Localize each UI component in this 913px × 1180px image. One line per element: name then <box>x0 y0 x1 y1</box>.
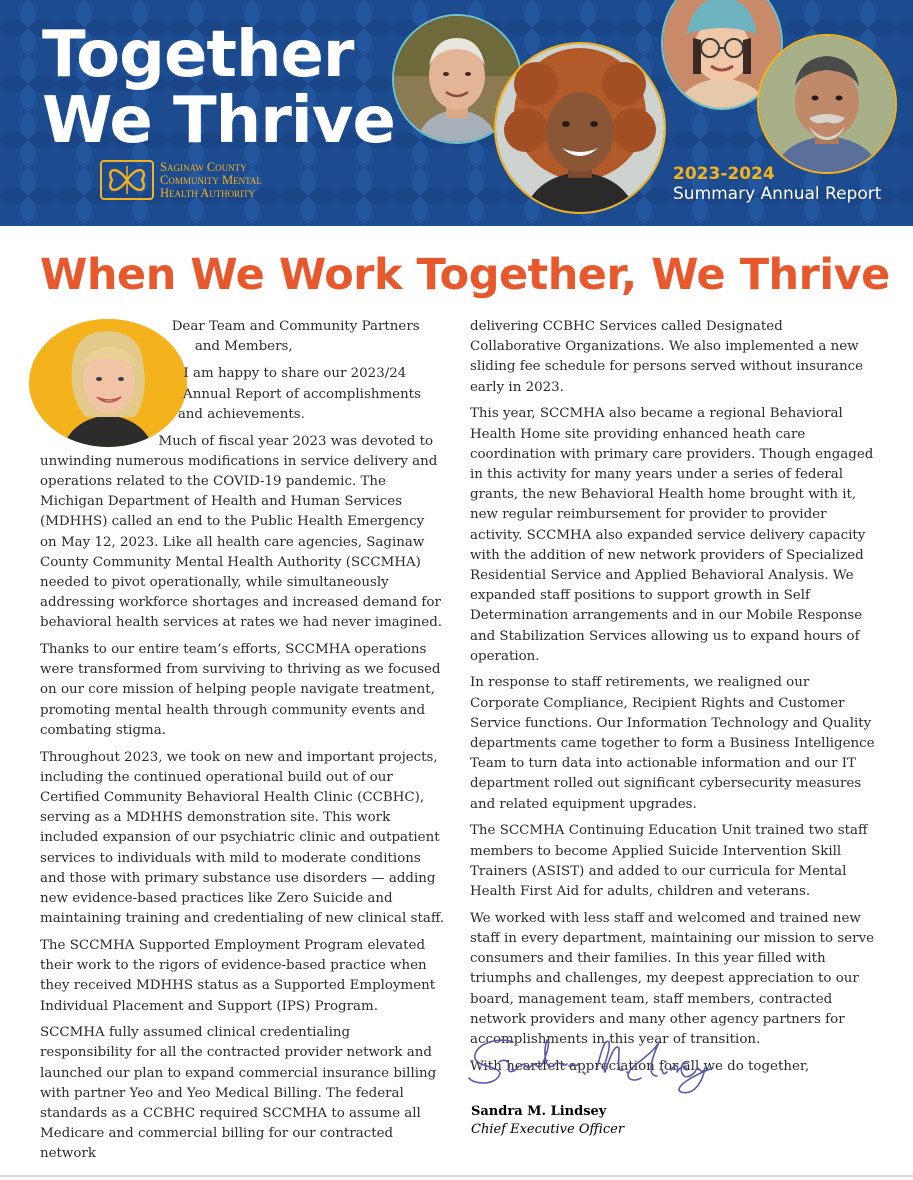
logo-text-line1: Saginaw County <box>160 159 247 174</box>
signer-name: Sandra M. Lindsey <box>471 1104 607 1119</box>
signer-title: Chief Executive Officer <box>471 1122 625 1137</box>
letter-paragraph: The SCCMHA Continuing Education Unit trained two staff members to become Applied Suicide Intervention Skill Trainers (ASIST) and added to our curricula for Mental Health First Aid for adults, children and veterans. <box>470 823 868 899</box>
ceo-photo-wrap-spacer <box>28 319 188 447</box>
letter-paragraph: Much of fiscal year 2023 was devoted to unwinding numerous modifications in service delivery and operations related to the COVID-19 pandemic. The Michigan Department of Health and Human Services (MDHHS) called an end to the Public Health Emergency on May 12, 2023. Like all health care agencies, Saginaw County Community Mental Health Authority (SCCMHA) needed to pivot operationally, while simultaneously addressing workforce shortages and increased demand for behavioral health services at rates we had never imagined. <box>40 433 443 631</box>
letter-paragraph: In response to staff retirements, we realigned our Corporate Compliance, Recipient Rights and Customer Service functions. Our Information Technology and Quality departments came together to form a Business Intelligence Team to turn data into actionable information and our IT department rolled out significant cybersecurity measures and related equipment upgrades. <box>470 675 875 812</box>
banner-title-line2: We Thrive <box>42 84 395 158</box>
portrait-curly-hair-woman <box>494 42 666 214</box>
letter-paragraph: The SCCMHA Supported Employment Program elevated their work to the rigors of evidence-based practice when they received MDHHS status as a Supported Employment Individual Placement and Support (IPS) Program. <box>40 937 436 1014</box>
salutation-line2: and Members, <box>194 339 293 355</box>
letter-paragraph: This year, SCCMHA also became a regional Behavioral Health Home site providing enhanced heath care coordination with primary care providers. Though engaged in this activity for many years under a series of federal grants, the new Behavioral Health home brought with it, new regular reimbursement for provider to provider activity. SCCMHA also expanded service delivery capacity with the addition of new network providers of Specialized Residential Service and Applied Behavioral Analysis. We expanded staff positions to support growth in Self Determination arrangements and in our Mobile Response and Stabilization Services allowing us to expand hours of operation. <box>470 406 874 664</box>
letter-paragraph: We worked with less staff and welcomed and trained new staff in every department, maintaining our mission to serve consumers and their families. In this year filled with triumphs and challenges, my deepest appreciation to our board, management team, staff members, contracted network providers and many other agency partners for accomplishments in this year of transition. <box>470 910 875 1047</box>
portrait-mustache-man <box>757 34 897 174</box>
letter-paragraph: Throughout 2023, we took on new and important projects, including the continued operational build out of our Certified Community Behavioral Health Clinic (CCBHC), serving as a MDHHS demonstration site. This work included expansion of our psychiatric clinic and outpatient services to individuals with mild to moderate conditions and those with primary substance use disorders — adding new evidence-based practices like Zero Suicide and maintaining training and credentialing of new clinical staff. <box>40 749 445 927</box>
page-headline: When We Work Together, We Thrive <box>40 250 890 300</box>
signature-block <box>465 1032 735 1137</box>
banner-title <box>42 18 395 158</box>
letter-column-left <box>40 317 445 1171</box>
logo-text <box>160 161 262 200</box>
sccmha-logo <box>100 160 262 200</box>
logo-text-line2: Community Mental <box>160 172 262 187</box>
report-year: 2023-2024 <box>673 164 775 184</box>
header-banner <box>0 0 913 226</box>
report-name: Summary Annual Report <box>673 184 882 204</box>
letter-closing: With heartfelt appreciation for all we do together, <box>470 1058 810 1074</box>
logo-text-line3: Health Authority <box>160 185 256 200</box>
sccmha-logo-icon <box>100 160 154 200</box>
letter-paragraph: I am happy to share our 2023/24 Annual Report of accomplishments and achievements. <box>177 366 421 422</box>
page-bottom-rule <box>0 1175 913 1177</box>
salutation-line1: Dear Team and Community Partners <box>171 319 420 334</box>
banner-title-line1: Together <box>42 18 354 92</box>
letter-paragraph: SCCMHA fully assumed clinical credentialing responsibility for all the contracted provider network and launched our plan to expand commercial insurance billing with partner Yeo and Yeo Medical Billing. The federal standards as a CCBHC required SCCMHA to assume all Medicare and commercial billing for our contracted network <box>40 1025 437 1162</box>
handwritten-signature <box>465 1032 735 1098</box>
letter-paragraph: Thanks to our entire team’s efforts, SCCMHA operations were transformed from surviving to thriving as we focused on our core mission of helping people navigate treatment, promoting mental health through community events and combating stigma. <box>40 642 441 738</box>
letter-paragraph: delivering CCBHC Services called Designated Collaborative Organizations. We also implemented a new sliding fee schedule for persons served without insurance early in 2023. <box>470 319 864 395</box>
letter-column-right <box>470 317 875 1083</box>
